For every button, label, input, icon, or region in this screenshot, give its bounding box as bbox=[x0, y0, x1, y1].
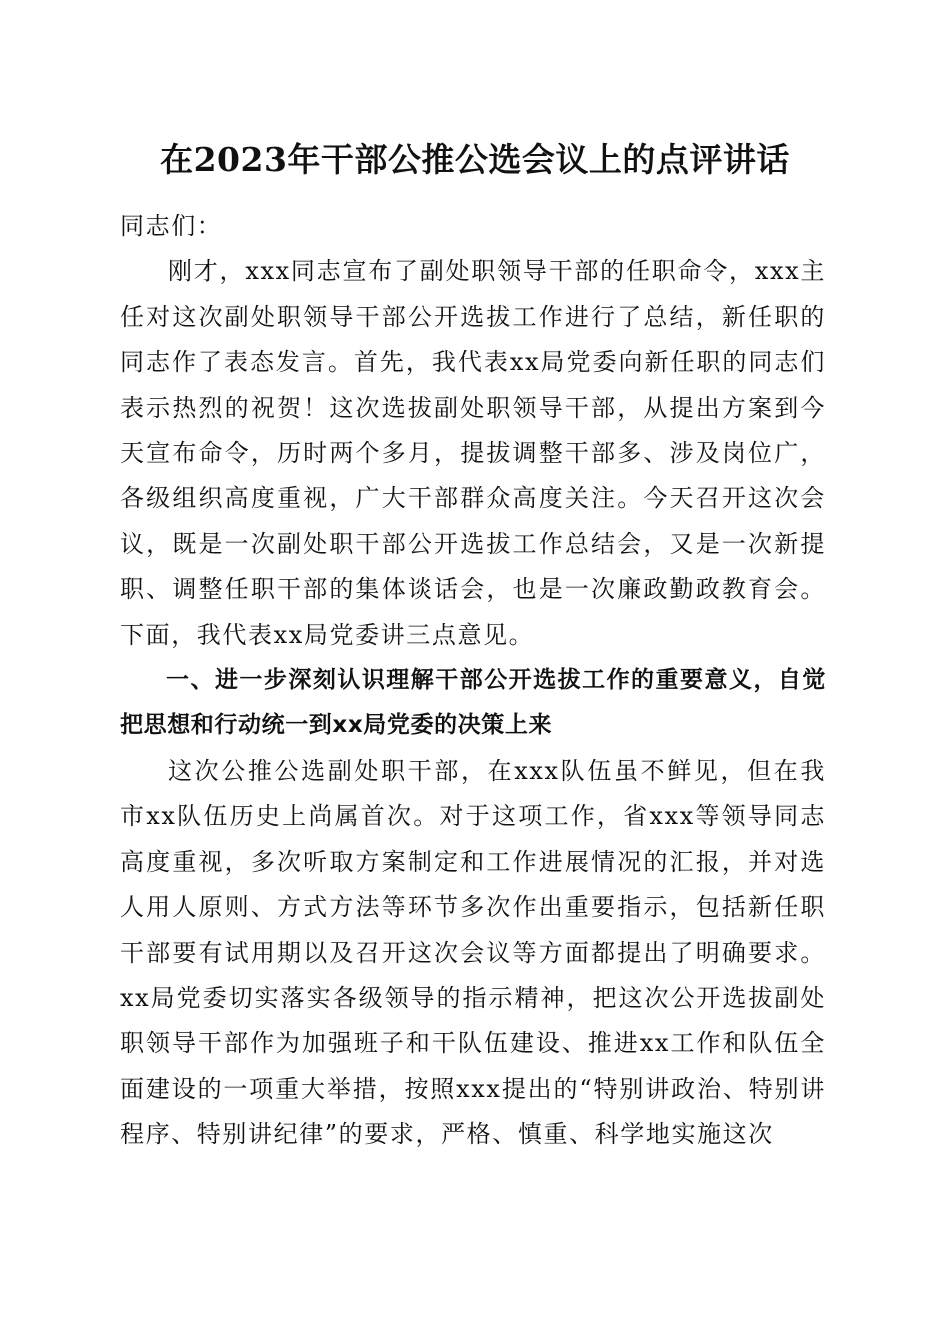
section-heading: 一、进一步深刻认识理解干部公开选拔工作的重要意义，自觉把思想和行动统一到xx局党委的决策上来 bbox=[120, 667, 826, 739]
document-title: 在2023年干部公推公选会议上的点评讲话 bbox=[160, 140, 790, 179]
section-paragraph: 这次公推公选副处职干部，在xxx队伍虽不鲜见，但在我市xx队伍历史上尚属首次。对于这项工作，省xxx等领导同志高度重视，多次听取方案制定和工作进展情况的汇报，并对选人用人原则、方式方法等环节多次作出重要指示，包括新任职干部要有试用期以及召开这次会议等方面都提出了明确要求。xx局党委切实落实各级领导的指示精神，把这次公开选拔副处职领导干部作为加强班子和干队伍建设、推进xx工作和队伍全面建设的一项重大举措，按照xxx提出的“特别讲政治、特别讲程序、特别讲纪律”的要求，严格、慎重、科学地实施这次 bbox=[120, 756, 826, 1149]
salutation: 同志们： bbox=[120, 212, 223, 240]
document-body bbox=[120, 204, 826, 1158]
body-paragraph: 刚才，xxx同志宣布了副处职领导干部的任职命令，xxx主任对这次副处职领导干部公开选拔工作进行了总结，新任职的同志作了表态发言。首先，我代表xx局党委向新任职的同志们表示热烈的祝贺！这次选拔副处职领导干部，从提出方案到今天宣布命令，历时两个多月，提拔调整干部多、涉及岗位广，各级组织高度重视，广大干部群众高度关注。今天召开这次会议，既是一次副处职干部公开选拔工作总结会，又是一次新提职、调整任职干部的集体谈话会，也是一次廉政勤政教育会。下面，我代表xx局党委讲三点意见。 bbox=[120, 257, 826, 649]
